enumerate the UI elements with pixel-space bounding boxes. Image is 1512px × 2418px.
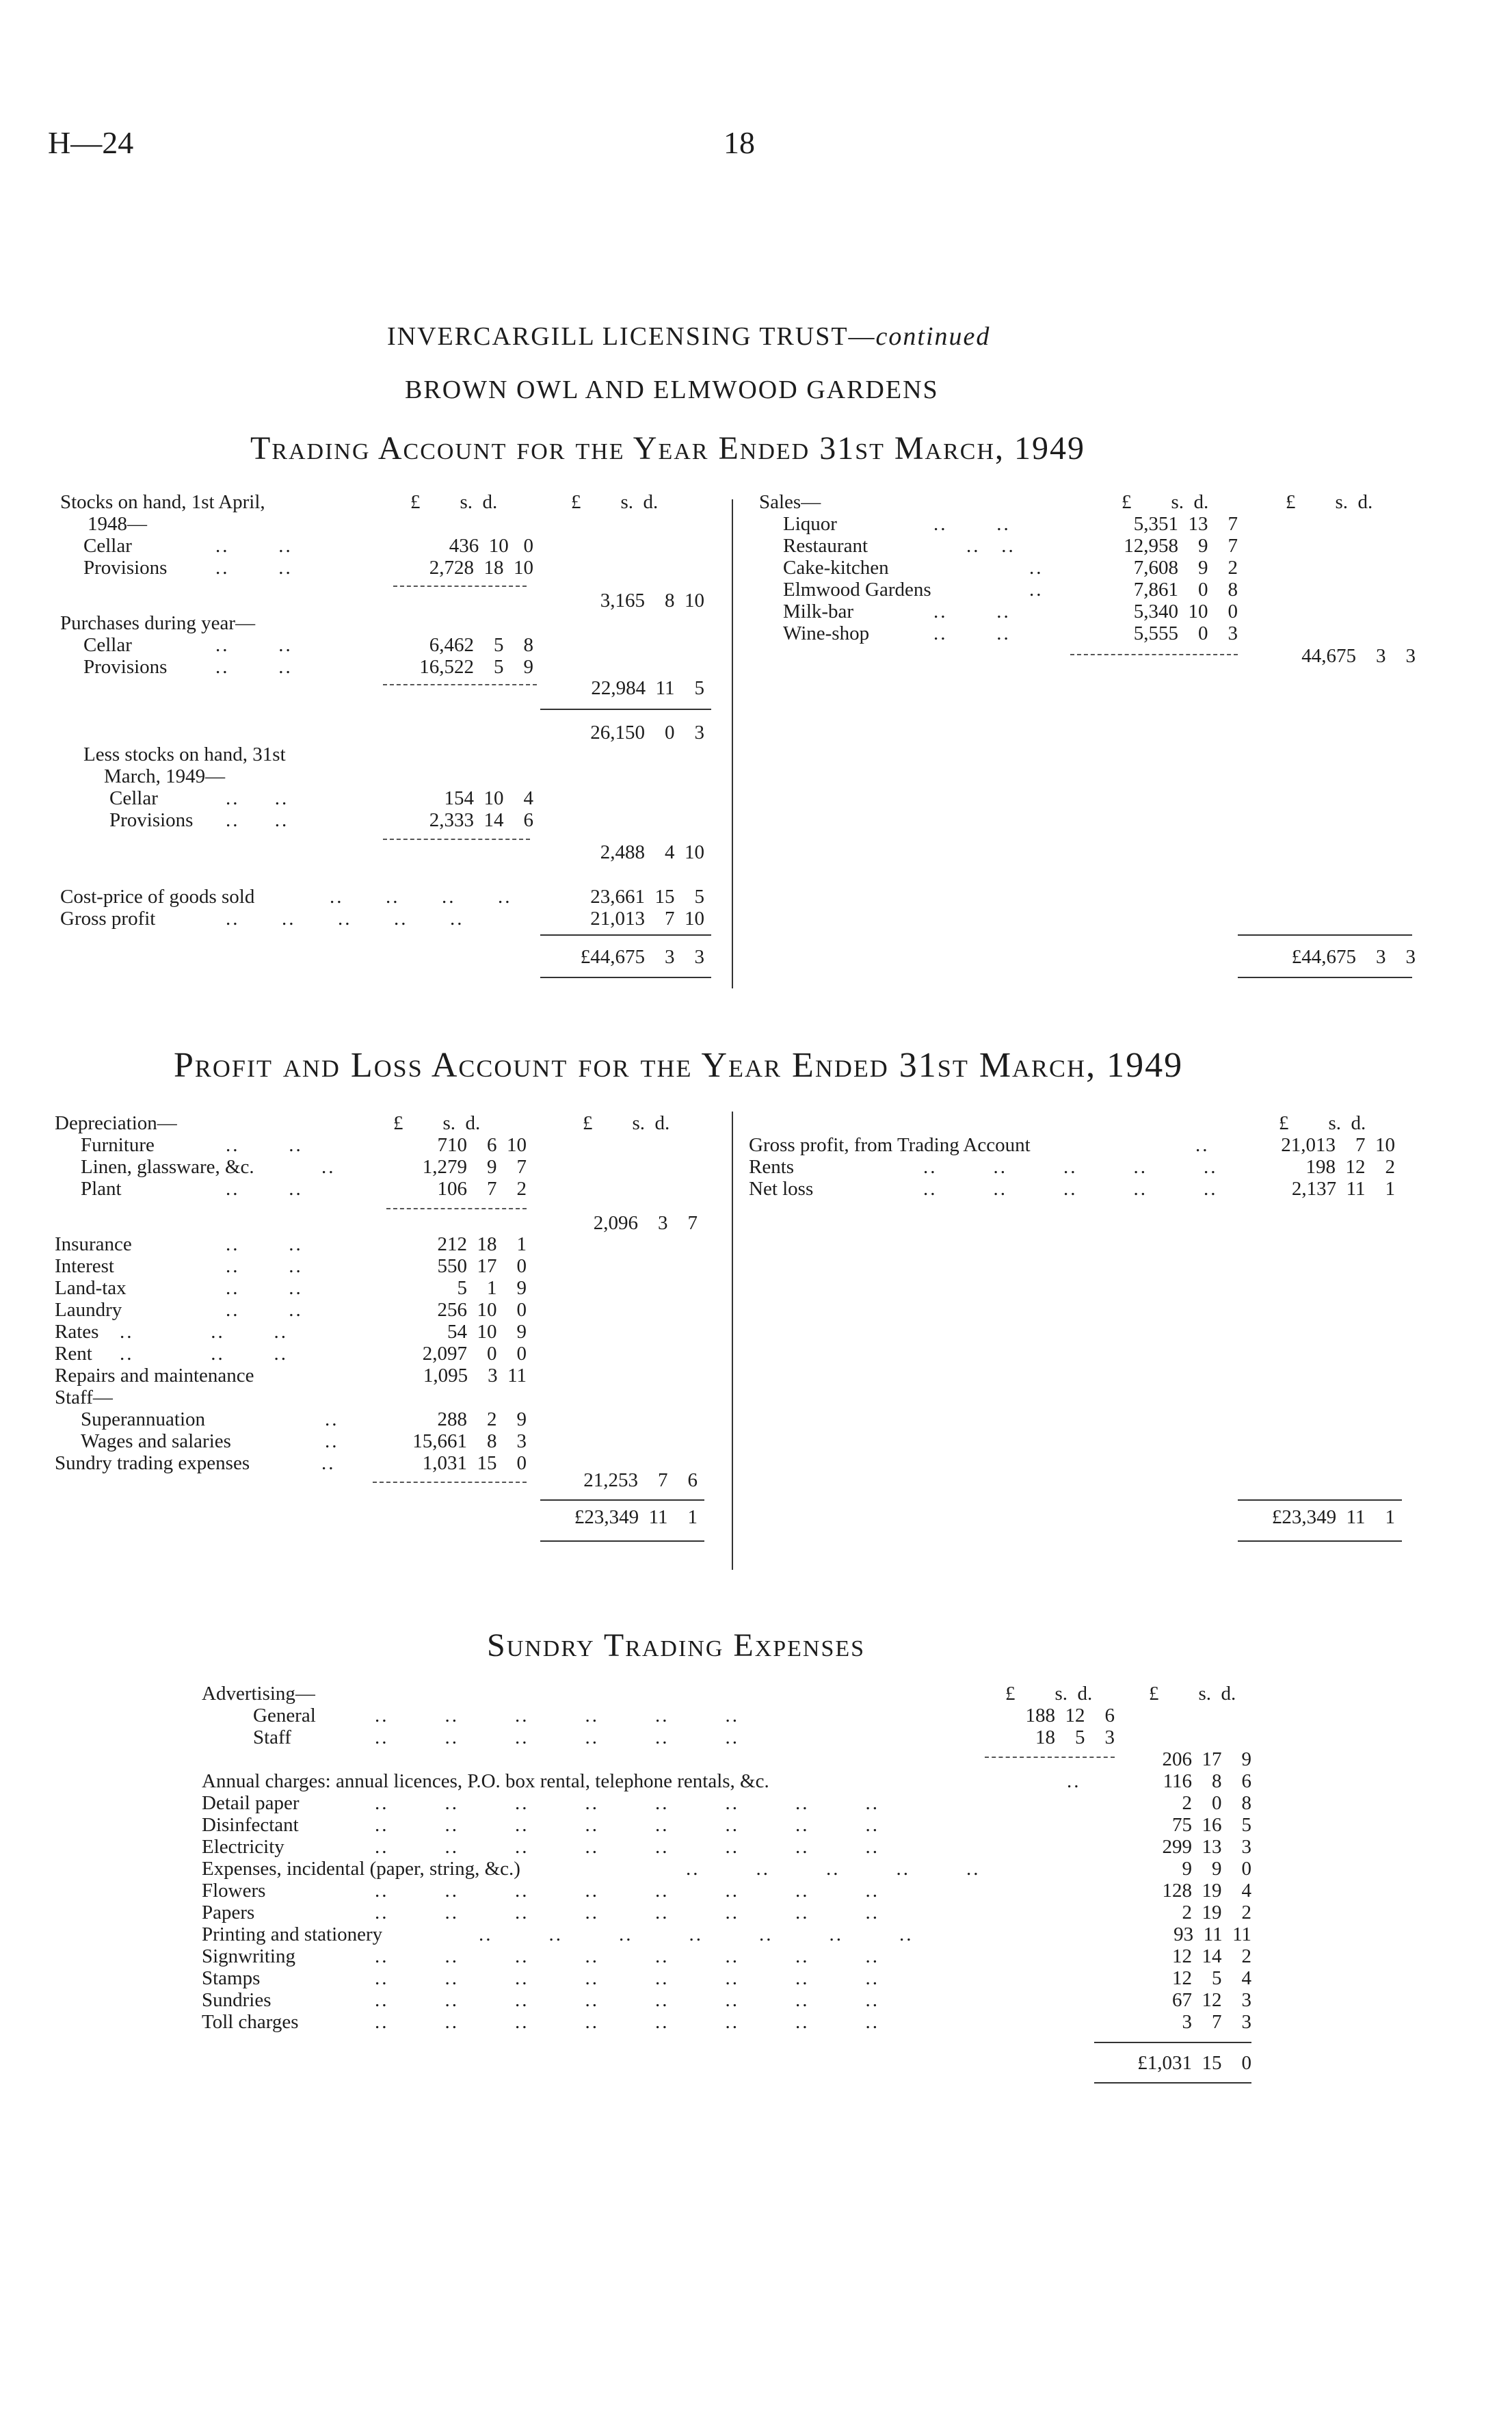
subtotal-rule <box>393 586 527 587</box>
staff-label: Staff— <box>55 1387 113 1408</box>
expense-label: Detail paper <box>202 1792 300 1814</box>
dot-leader: .. .. .. .. <box>330 886 512 908</box>
sales-item-value: 5,351 13 7 <box>1133 513 1238 535</box>
expense-label: Stamps <box>202 1967 261 1989</box>
income-label: Net loss <box>749 1178 814 1200</box>
dot-leader: .. <box>321 1156 336 1178</box>
provisions-label: Provisions <box>109 809 194 831</box>
income-value: 21,013 7 10 <box>1281 1134 1395 1156</box>
dot-leader: .. .. <box>933 601 1011 622</box>
dot-leader: .. .. <box>215 656 293 678</box>
staff-item-label: Wages and salaries <box>81 1430 231 1452</box>
trading-left-total: £44,675 3 3 <box>580 946 704 968</box>
advertising-label: Advertising— <box>202 1683 315 1705</box>
total-rule <box>1094 2042 1251 2043</box>
expense-label: Printing and stationery <box>202 1923 383 1945</box>
dot-leader: .. .. .. .. .. <box>226 908 464 930</box>
currency-header: £ s. d. <box>1122 491 1209 513</box>
dot-leader: .. .. .. .. .. .. <box>375 1705 739 1726</box>
column-divider <box>732 1112 733 1570</box>
dot-leader: .. .. .. .. .. <box>686 1858 981 1880</box>
sales-item-value: 12,958 9 7 <box>1124 535 1238 557</box>
total-rule <box>1238 1499 1402 1501</box>
currency-header: £ s. d. <box>571 491 659 513</box>
income-label: Rents <box>749 1156 795 1178</box>
total-rule <box>540 1499 704 1501</box>
trust-title: INVERCARGILL LICENSING TRUST—continued <box>387 322 991 351</box>
sales-item-label: Liquor <box>783 513 837 535</box>
sales-total: 44,675 3 3 <box>1301 645 1416 667</box>
dot-leader: .. .. .. .. .. .. .. .. <box>375 1967 879 1989</box>
dot-leader: .. .. <box>933 513 1011 535</box>
currency-header: £ s. d. <box>583 1112 670 1134</box>
expense-value: 5 1 9 <box>457 1277 527 1299</box>
expense-value: 2 0 8 <box>1182 1792 1251 1814</box>
dot-leader: .. .. .. .. .. .. .. .. <box>375 1836 879 1858</box>
expense-label: Annual charges: annual licences, P.O. box rental, telephone rentals, &c. <box>202 1770 769 1792</box>
dot-leader: .. .. <box>966 535 1016 557</box>
expense-value: 1,095 3 11 <box>423 1365 527 1387</box>
dot-leader: .. .. .. .. .. .. .. .. <box>375 2011 879 2033</box>
expenses-total: 21,253 7 6 <box>583 1469 698 1491</box>
dot-leader: .. .. .. .. .. .. <box>375 1726 739 1748</box>
dot-leader: .. <box>1029 579 1044 601</box>
expense-value: 75 16 5 <box>1172 1814 1251 1836</box>
profit-loss-title: Profit and Loss Account for the Year Ended 31st March, 1949 <box>174 1046 1184 1085</box>
expense-label: Papers <box>202 1902 255 1923</box>
expense-label: Rent <box>55 1343 92 1365</box>
currency-header: £ s. d. <box>1005 1683 1093 1705</box>
dot-leader: .. .. .. .. .. .. .. .. <box>375 1880 879 1902</box>
dot-leader: .. .. .. .. .. .. .. .. <box>375 1945 879 1967</box>
currency-header: £ s. d. <box>1286 491 1373 513</box>
subtotal-rule <box>373 1482 527 1483</box>
advertising-item-value: 188 12 6 <box>1025 1705 1115 1726</box>
dot-leader: .. .. <box>226 1178 303 1200</box>
total-double-rule <box>1094 2082 1251 2084</box>
expense-value: 2,097 0 0 <box>422 1343 527 1365</box>
dot-leader: .. .. <box>215 634 293 656</box>
stocks-year: 1948— <box>88 513 147 535</box>
sales-item-label: Wine-shop <box>783 622 870 644</box>
sales-item-label: Cake-kitchen <box>783 557 889 579</box>
advertising-total: 206 17 9 <box>1162 1748 1251 1770</box>
expense-value: 212 18 1 <box>437 1233 527 1255</box>
sales-label: Sales— <box>759 491 821 513</box>
expense-value: 67 12 3 <box>1172 1989 1251 2011</box>
page-number: 18 <box>724 125 755 160</box>
total-rule <box>1238 934 1412 936</box>
depreciation-item-label: Plant <box>81 1178 122 1200</box>
expense-value: 128 19 4 <box>1162 1880 1251 1902</box>
depreciation-total: 2,096 3 7 <box>593 1212 698 1234</box>
income-label: Gross profit, from Trading Account <box>749 1134 1031 1156</box>
expense-label: Laundry <box>55 1299 122 1321</box>
cellar-opening-value: 436 10 0 <box>449 535 533 557</box>
sundry-expenses-total: £1,031 15 0 <box>1137 2052 1251 2074</box>
expense-value: 256 10 0 <box>437 1299 527 1321</box>
cost-price-value: 23,661 15 5 <box>590 886 704 908</box>
dot-leader: .. .. <box>226 1277 303 1299</box>
dot-leader: .. .. .. .. .. .. .. <box>479 1923 914 1945</box>
expense-label: Land-tax <box>55 1277 127 1299</box>
income-value: 2,137 11 1 <box>1291 1178 1395 1200</box>
dot-leader: .. .. .. .. .. <box>923 1178 1218 1200</box>
subtotal-rule <box>386 1208 527 1209</box>
expense-value: 2 19 2 <box>1182 1902 1251 1923</box>
currency-header: £ s. d. <box>410 491 498 513</box>
stocks-label: Stocks on hand, 1st April, <box>60 491 265 513</box>
sundry-expenses-value: 1,031 15 0 <box>422 1452 527 1474</box>
dot-leader: .. .. .. .. .. <box>923 1156 1218 1178</box>
sundry-expenses-label: Sundry trading expenses <box>55 1452 250 1474</box>
dot-leader: .. .. <box>226 809 289 831</box>
subtotal-rule <box>1070 654 1238 655</box>
column-divider <box>732 499 733 988</box>
advertising-item-label: Staff <box>253 1726 291 1748</box>
dot-leader: .. .. .. .. .. .. .. .. <box>375 1989 879 2011</box>
expense-label: Disinfectant <box>202 1814 299 1836</box>
total-double-rule <box>1238 977 1412 978</box>
sales-item-value: 5,340 10 0 <box>1133 601 1238 622</box>
gross-profit-value: 21,013 7 10 <box>590 908 704 930</box>
sales-item-value: 7,861 0 8 <box>1133 579 1238 601</box>
depreciation-item-value: 1,279 9 7 <box>422 1156 527 1178</box>
dot-leader: .. .. <box>933 622 1011 644</box>
total-double-rule <box>540 1540 704 1542</box>
depreciation-item-value: 710 6 10 <box>437 1134 527 1156</box>
expense-value: 12 14 2 <box>1172 1945 1251 1967</box>
expense-value: 9 9 0 <box>1182 1858 1251 1880</box>
provisions-label: Provisions <box>83 656 168 678</box>
currency-header: £ s. d. <box>1149 1683 1236 1705</box>
cellar-label: Cellar <box>109 787 158 809</box>
dot-leader: .. .. .. .. .. .. .. .. <box>375 1814 879 1836</box>
subtotal-rule <box>540 709 711 710</box>
expense-label: Electricity <box>202 1836 284 1858</box>
gross-profit-label: Gross profit <box>60 908 156 930</box>
sales-item-value: 7,608 9 2 <box>1133 557 1238 579</box>
currency-header: £ s. d. <box>1279 1112 1366 1134</box>
dot-leader: .. <box>1067 1770 1081 1792</box>
dot-leader: .. <box>1195 1134 1210 1156</box>
total-rule <box>540 934 711 936</box>
staff-item-value: 15,661 8 3 <box>412 1430 527 1452</box>
document-reference: H—24 <box>48 125 134 160</box>
venue-title: BROWN OWL AND ELMWOOD GARDENS <box>405 376 939 404</box>
staff-item-label: Superannuation <box>81 1408 206 1430</box>
sundry-expenses-title: Sundry Trading Expenses <box>487 1627 866 1664</box>
dot-leader: .. <box>325 1430 339 1452</box>
total-double-rule <box>540 977 711 978</box>
dot-leader: .. .. <box>215 535 293 557</box>
dot-leader: .. .. <box>226 1299 303 1321</box>
dot-leader: .. .. <box>226 787 289 809</box>
sales-item-label: Milk-bar <box>783 601 854 622</box>
provisions-label: Provisions <box>83 557 168 579</box>
sales-item-value: 5,555 0 3 <box>1133 622 1238 644</box>
subtotal-rule <box>383 839 530 840</box>
total-double-rule <box>1238 1540 1402 1542</box>
less-stocks-label: Less stocks on hand, 31st <box>83 744 286 765</box>
profit-loss-left-total: £23,349 11 1 <box>574 1506 698 1528</box>
currency-header: £ s. d. <box>393 1112 481 1134</box>
income-value: 198 12 2 <box>1305 1156 1395 1178</box>
depreciation-item-label: Linen, glassware, &c. <box>81 1156 254 1178</box>
expense-value: 3 7 3 <box>1182 2011 1251 2033</box>
continued-label: continued <box>875 322 991 351</box>
expense-value: 116 8 6 <box>1163 1770 1251 1792</box>
expense-label: Toll charges <box>202 2011 299 2033</box>
depreciation-label: Depreciation— <box>55 1112 177 1134</box>
dot-leader: .. .. .. .. .. .. .. .. <box>375 1902 879 1923</box>
dot-leader: .. .. .. <box>120 1321 288 1343</box>
closing-stocks-total: 2,488 4 10 <box>600 841 704 863</box>
dot-leader: .. <box>1029 557 1044 579</box>
purchases-total: 22,984 11 5 <box>591 677 704 699</box>
trading-account-title: Trading Account for the Year Ended 31st March, 1949 <box>250 430 1086 466</box>
cellar-label: Cellar <box>83 634 132 656</box>
sales-item-label: Elmwood Gardens <box>783 579 931 601</box>
expense-value: 54 10 9 <box>447 1321 527 1343</box>
dot-leader: .. <box>325 1408 339 1430</box>
expense-value: 299 13 3 <box>1162 1836 1251 1858</box>
expense-value: 550 17 0 <box>437 1255 527 1277</box>
expense-value: 12 5 4 <box>1172 1967 1251 1989</box>
subtotal-rule <box>383 684 537 685</box>
depreciation-item-label: Furniture <box>81 1134 155 1156</box>
dot-leader: .. <box>321 1452 336 1474</box>
dot-leader: .. .. .. .. .. .. .. .. <box>375 1792 879 1814</box>
cellar-label: Cellar <box>83 535 132 557</box>
dot-leader: .. .. <box>226 1233 303 1255</box>
subtotal-value: 26,150 0 3 <box>590 722 704 744</box>
purchases-label: Purchases during year— <box>60 612 256 634</box>
dot-leader: .. .. <box>226 1255 303 1277</box>
expense-value: 93 11 11 <box>1173 1923 1251 1945</box>
cellar-closing-value: 154 10 4 <box>444 787 533 809</box>
profit-loss-right-total: £23,349 11 1 <box>1271 1506 1395 1528</box>
expense-label: Insurance <box>55 1233 132 1255</box>
expense-label: Interest <box>55 1255 114 1277</box>
advertising-item-label: General <box>253 1705 316 1726</box>
provisions-opening-value: 2,728 18 10 <box>429 557 533 579</box>
dot-leader: .. .. <box>226 1134 303 1156</box>
expense-label: Flowers <box>202 1880 266 1902</box>
staff-item-value: 288 2 9 <box>437 1408 527 1430</box>
cost-price-label: Cost-price of goods sold <box>60 886 255 908</box>
depreciation-item-value: 106 7 2 <box>437 1178 527 1200</box>
expense-label: Expenses, incidental (paper, string, &c.) <box>202 1858 520 1880</box>
dot-leader: .. .. .. <box>120 1343 288 1365</box>
trading-right-total: £44,675 3 3 <box>1291 946 1416 968</box>
less-stocks-label-2: March, 1949— <box>104 765 226 787</box>
dot-leader: .. .. <box>215 557 293 579</box>
expense-label: Signwriting <box>202 1945 295 1967</box>
advertising-item-value: 18 5 3 <box>1035 1726 1115 1748</box>
provisions-purchases-value: 16,522 5 9 <box>419 656 533 678</box>
expense-label: Sundries <box>202 1989 271 2011</box>
opening-stocks-total: 3,165 8 10 <box>600 590 704 612</box>
sales-item-label: Restaurant <box>783 535 868 557</box>
cellar-purchases-value: 6,462 5 8 <box>429 634 533 656</box>
provisions-closing-value: 2,333 14 6 <box>429 809 533 831</box>
expense-label: Repairs and maintenance <box>55 1365 254 1387</box>
expense-label: Rates <box>55 1321 99 1343</box>
